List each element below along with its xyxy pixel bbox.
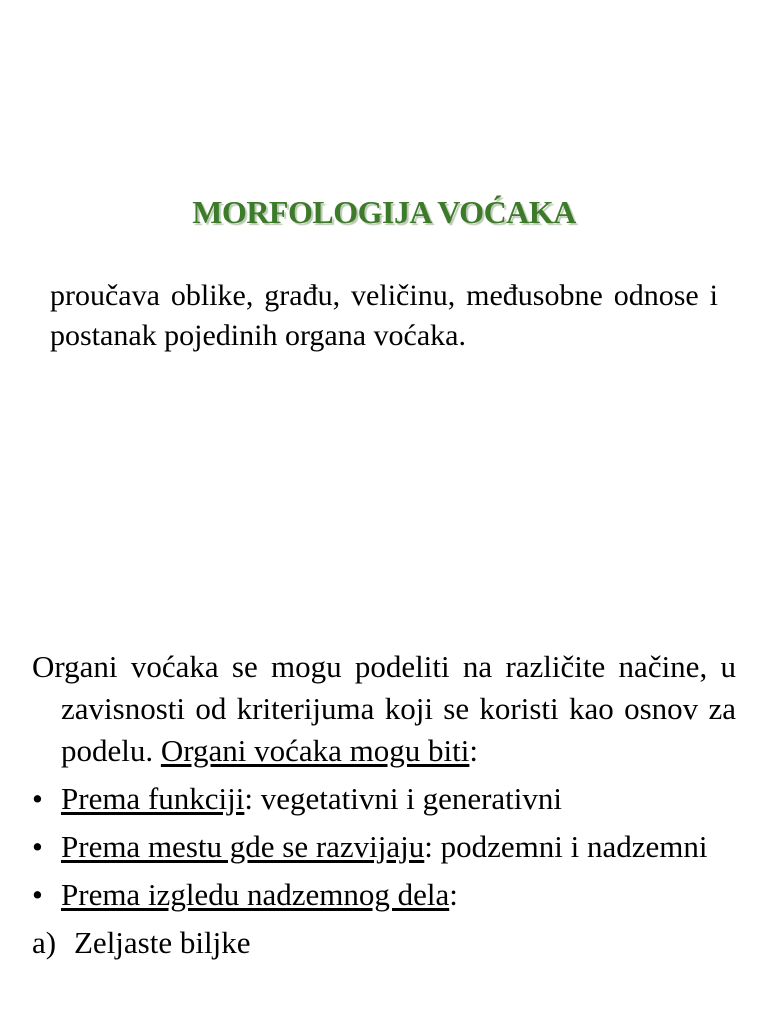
slide-2 [32,646,736,964]
bullet-text [61,874,736,916]
bullet-label: Prema mestu gde se razvijaju [61,829,425,864]
definition-paragraph: proučava oblike, građu, veličinu, međusobne odnose i postanak pojedinih organa voćaka. [50,279,718,352]
bullet-label: Prema funkciji [61,781,245,816]
intro-colon: : [469,733,479,768]
bullet-rest: : vegetativni i generativni [244,781,563,816]
intro-text: Organi voćaka se mogu podeliti na različite načine, u zavisnosti od kriterijuma koji se koristi kao osnov za podelu. [32,649,736,768]
intro-paragraph [32,646,736,772]
bullet-rest: : podzemni i nadzemni [424,829,708,864]
bullet-item-location [32,826,736,868]
bullet-marker: • [32,781,43,816]
bullet-item-function [32,778,736,820]
list-item-a [32,922,736,964]
list-item-text: Zeljaste biljke [74,925,251,960]
intro-underlined-text: Organi voćaka mogu biti [160,733,470,768]
bullet-rest: : [449,877,458,912]
page-title: MORFOLOGIJA VOĆAKA [192,194,576,230]
bullet-marker: • [32,829,43,864]
bullet-item-appearance [32,874,736,916]
list-marker: a) [32,925,57,960]
bullet-label: Prema izgledu nadzemnog dela [61,877,450,912]
bullet-marker: • [32,877,43,912]
bullet-text [61,826,736,868]
bullet-text [61,778,736,820]
